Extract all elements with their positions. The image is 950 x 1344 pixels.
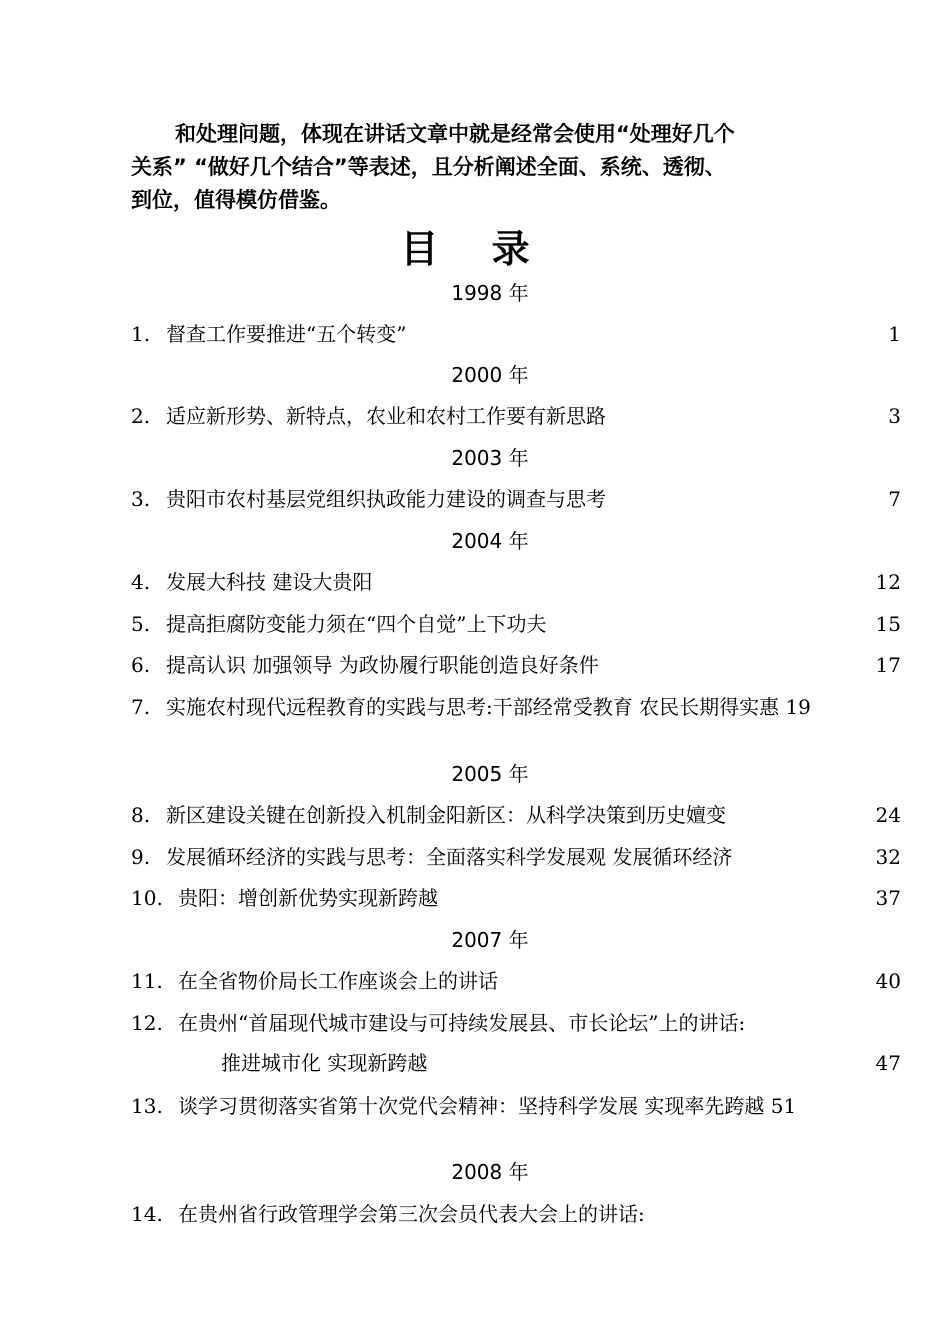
intro-line: 关系” “做好几个结合”等表述，且分析阐述全面、系统、透彻、 — [131, 155, 726, 179]
entry-title: 在贵州“首届现代城市建设与可持续发展县、市长论坛”上的讲话: — [178, 1011, 746, 1035]
entry-title: 适应新形势、新特点，农业和农村工作要有新思路 — [166, 404, 606, 428]
entry-page: 40 — [875, 969, 901, 993]
intro-line: 和处理问题，体现在讲话文章中就是经常会使用“处理好几个 — [175, 122, 735, 146]
entry-number: 7. — [131, 695, 151, 719]
entry-title: 实施农村现代远程教育的实践与思考:干部经常受教育 农民长期得实惠 19 — [166, 695, 811, 719]
entry-number: 10. — [131, 886, 163, 910]
entry-page: 7 — [888, 487, 901, 511]
entry-number: 14. — [131, 1202, 163, 1226]
entry-page: 47 — [875, 1051, 901, 1075]
entry-number: 5. — [131, 612, 151, 636]
year-heading: 2004 年 — [451, 529, 529, 553]
entry-number: 12. — [131, 1011, 163, 1035]
entry-number: 6. — [131, 653, 151, 677]
entry-title-continuation: 推进城市化 实现新跨越 — [221, 1051, 428, 1075]
entry-title: 贵阳市农村基层党组织执政能力建设的调查与思考 — [166, 487, 606, 511]
entry-number: 1. — [131, 322, 151, 346]
entry-title: 发展大科技 建设大贵阳 — [166, 570, 373, 594]
entry-number: 2. — [131, 404, 151, 428]
entry-page: 37 — [875, 886, 901, 910]
entry-title: 在贵州省行政管理学会第三次会员代表大会上的讲话: — [178, 1202, 645, 1226]
entry-number: 11. — [131, 969, 163, 993]
entry-number: 3. — [131, 487, 151, 511]
entry-page: 32 — [875, 845, 901, 869]
toc-title: 目 录 — [400, 226, 550, 271]
year-heading: 2000 年 — [451, 363, 529, 387]
entry-title: 提高认识 加强领导 为政协履行职能创造良好条件 — [166, 653, 599, 677]
entry-title: 发展循环经济的实践与思考：全面落实科学发展观 发展循环经济 — [166, 845, 733, 869]
entry-page: 17 — [875, 653, 901, 677]
entry-number: 4. — [131, 570, 151, 594]
year-heading: 2005 年 — [451, 762, 529, 786]
entry-title: 在全省物价局长工作座谈会上的讲话 — [178, 969, 498, 993]
year-heading: 1998 年 — [451, 281, 529, 305]
year-heading: 2008 年 — [451, 1160, 529, 1184]
entry-title: 贵阳：增创新优势实现新跨越 — [178, 886, 438, 910]
entry-title: 督查工作要推进“五个转变” — [166, 322, 407, 346]
entry-page: 15 — [875, 612, 901, 636]
year-heading: 2003 年 — [451, 446, 529, 470]
entry-number: 13. — [131, 1094, 163, 1118]
entry-page: 1 — [888, 322, 901, 346]
intro-line: 到位，值得模仿借鉴。 — [131, 188, 341, 212]
entry-page: 12 — [875, 570, 901, 594]
entry-title: 谈学习贯彻落实省第十次党代会精神：坚持科学发展 实现率先跨越 51 — [178, 1094, 797, 1118]
entry-title: 新区建设关键在创新投入机制金阳新区：从科学决策到历史嬗变 — [166, 803, 726, 827]
entry-page: 24 — [875, 803, 901, 827]
entry-number: 9. — [131, 845, 151, 869]
entry-number: 8. — [131, 803, 151, 827]
intro-paragraph — [131, 118, 801, 217]
entry-title: 提高拒腐防变能力须在“四个自觉”上下功夫 — [166, 612, 547, 636]
entry-page: 3 — [888, 404, 901, 428]
year-heading: 2007 年 — [451, 928, 529, 952]
